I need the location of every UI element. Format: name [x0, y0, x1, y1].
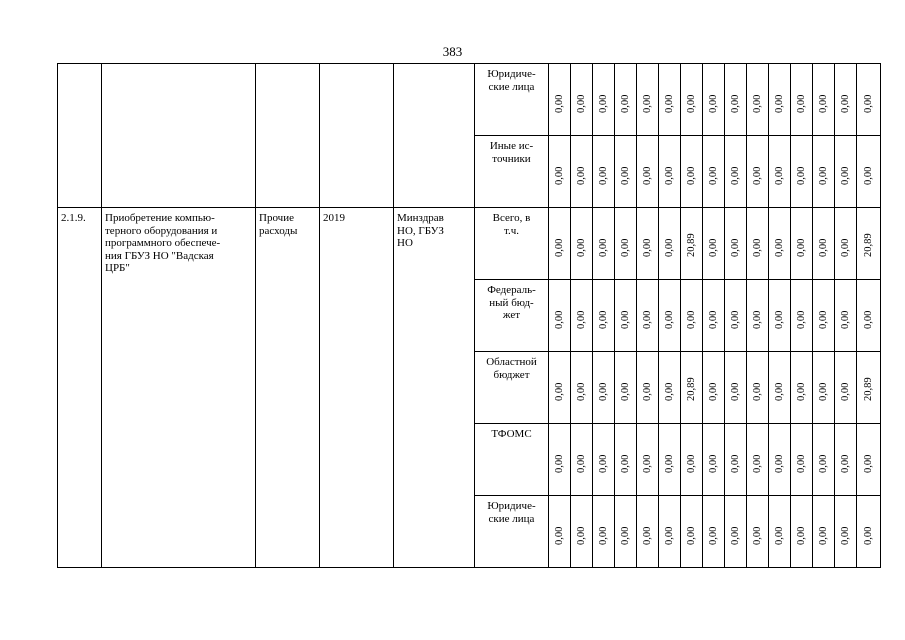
- value-text: 0,00: [685, 166, 697, 185]
- source-cell: [475, 424, 549, 496]
- value-cell: [813, 64, 835, 136]
- source-label: Юридиче- ские лица: [487, 68, 536, 93]
- value-text: 0,00: [707, 310, 719, 329]
- value-text: 0,00: [553, 454, 565, 473]
- value-text: 20,89: [685, 376, 697, 401]
- value-text: 0,00: [553, 382, 565, 401]
- value-cell: [747, 496, 769, 568]
- source-cell: [475, 136, 549, 208]
- value-cell: [791, 136, 813, 208]
- value-text: 0,00: [619, 94, 631, 113]
- source-cell: [475, 280, 549, 352]
- value-text: 0,00: [795, 526, 807, 545]
- value-text: 0,00: [663, 454, 675, 473]
- value-cell: [637, 496, 659, 568]
- value-cell: [703, 64, 725, 136]
- value-text: 0,00: [817, 526, 829, 545]
- value-cell: [769, 208, 791, 280]
- value-cell: [703, 424, 725, 496]
- value-text: 0,00: [641, 382, 653, 401]
- value-cell: [571, 208, 593, 280]
- value-cell: [835, 496, 857, 568]
- budget-table: [57, 63, 881, 568]
- value-text: 0,00: [597, 454, 609, 473]
- value-cell: [659, 64, 681, 136]
- value-text: 0,00: [862, 166, 874, 185]
- table-row: [58, 64, 881, 136]
- value-cell: [769, 64, 791, 136]
- value-text: 0,00: [619, 310, 631, 329]
- value-text: 20,89: [862, 376, 874, 401]
- value-cell: [703, 208, 725, 280]
- value-text: 0,00: [773, 310, 785, 329]
- value-text: 0,00: [707, 94, 719, 113]
- table-row: [58, 208, 881, 280]
- value-cell: [681, 496, 703, 568]
- value-text: 0,00: [597, 238, 609, 257]
- value-text: 0,00: [553, 526, 565, 545]
- value-cell: [813, 136, 835, 208]
- item-number-cell: [58, 208, 102, 568]
- value-cell: [857, 64, 881, 136]
- value-text: 0,00: [663, 94, 675, 113]
- value-text: 0,00: [597, 94, 609, 113]
- value-text: 0,00: [862, 454, 874, 473]
- value-text: 0,00: [751, 454, 763, 473]
- value-text: 0,00: [817, 166, 829, 185]
- value-cell: [637, 208, 659, 280]
- value-text: 0,00: [553, 310, 565, 329]
- source-cell: [475, 496, 549, 568]
- executor-cell: [394, 208, 475, 568]
- executor-cell: [394, 64, 475, 208]
- value-cell: [637, 64, 659, 136]
- value-text: 0,00: [795, 310, 807, 329]
- value-cell: [549, 424, 571, 496]
- value-cell: [703, 136, 725, 208]
- value-cell: [593, 280, 615, 352]
- value-text: 0,00: [663, 310, 675, 329]
- value-cell: [593, 208, 615, 280]
- value-cell: [725, 280, 747, 352]
- value-text: 0,00: [729, 166, 741, 185]
- value-text: 0,00: [641, 310, 653, 329]
- value-text: 0,00: [553, 166, 565, 185]
- item-year: 2019: [323, 212, 345, 224]
- value-cell: [725, 496, 747, 568]
- value-text: 0,00: [685, 94, 697, 113]
- value-text: 0,00: [575, 526, 587, 545]
- value-text: 0,00: [795, 238, 807, 257]
- value-cell: [571, 136, 593, 208]
- value-cell: [615, 352, 637, 424]
- value-text: 0,00: [729, 94, 741, 113]
- value-text: 0,00: [663, 166, 675, 185]
- value-cell: [835, 136, 857, 208]
- value-text: 0,00: [817, 382, 829, 401]
- value-cell: [725, 64, 747, 136]
- value-text: 0,00: [729, 526, 741, 545]
- value-cell: [835, 208, 857, 280]
- value-text: 0,00: [862, 526, 874, 545]
- value-cell: [857, 352, 881, 424]
- value-cell: [659, 280, 681, 352]
- item-name-cell: [102, 64, 256, 208]
- value-text: 0,00: [862, 310, 874, 329]
- value-cell: [703, 352, 725, 424]
- value-text: 20,89: [862, 232, 874, 257]
- value-cell: [791, 208, 813, 280]
- value-cell: [747, 64, 769, 136]
- value-text: 0,00: [773, 382, 785, 401]
- value-cell: [813, 496, 835, 568]
- value-text: 0,00: [795, 94, 807, 113]
- expense-type-cell: [256, 208, 320, 568]
- executor: Минздрав НО, ГБУЗ НО: [397, 212, 444, 249]
- value-text: 0,00: [707, 166, 719, 185]
- value-text: 0,00: [575, 94, 587, 113]
- value-text: 0,00: [597, 382, 609, 401]
- value-text: 0,00: [663, 238, 675, 257]
- value-text: 0,00: [663, 526, 675, 545]
- value-text: 0,00: [597, 310, 609, 329]
- value-text: 0,00: [795, 454, 807, 473]
- value-text: 0,00: [773, 238, 785, 257]
- value-cell: [615, 280, 637, 352]
- value-cell: [769, 496, 791, 568]
- item-year-cell: [320, 208, 394, 568]
- value-text: 0,00: [575, 238, 587, 257]
- source-label: Федераль- ный бюд- жет: [487, 284, 536, 321]
- value-cell: [615, 424, 637, 496]
- value-cell: [593, 496, 615, 568]
- value-text: 0,00: [817, 238, 829, 257]
- value-cell: [725, 352, 747, 424]
- source-cell: [475, 64, 549, 136]
- value-cell: [791, 352, 813, 424]
- value-text: 0,00: [641, 166, 653, 185]
- value-text: 0,00: [773, 454, 785, 473]
- value-text: 20,89: [685, 232, 697, 257]
- value-cell: [747, 280, 769, 352]
- value-cell: [747, 352, 769, 424]
- value-cell: [615, 208, 637, 280]
- value-cell: [725, 424, 747, 496]
- value-text: 0,00: [729, 310, 741, 329]
- value-text: 0,00: [575, 166, 587, 185]
- source-label: Иные ис- точники: [489, 140, 534, 165]
- value-cell: [835, 280, 857, 352]
- value-text: 0,00: [685, 454, 697, 473]
- value-text: 0,00: [707, 454, 719, 473]
- value-cell: [549, 280, 571, 352]
- value-cell: [615, 136, 637, 208]
- value-text: 0,00: [619, 454, 631, 473]
- value-cell: [769, 136, 791, 208]
- value-cell: [747, 208, 769, 280]
- value-cell: [791, 280, 813, 352]
- value-text: 0,00: [839, 454, 851, 473]
- value-cell: [681, 280, 703, 352]
- value-cell: [593, 64, 615, 136]
- value-cell: [791, 496, 813, 568]
- value-text: 0,00: [685, 310, 697, 329]
- value-text: 0,00: [641, 94, 653, 113]
- value-cell: [549, 208, 571, 280]
- expense-type: Прочие расходы: [259, 212, 298, 237]
- value-cell: [637, 352, 659, 424]
- value-cell: [681, 64, 703, 136]
- item-name: Приобретение компью- терного оборудования и программного обеспече- ния ГБУЗ НО "Вадская ЦРБ": [105, 212, 221, 274]
- value-text: 0,00: [751, 238, 763, 257]
- value-text: 0,00: [553, 94, 565, 113]
- value-text: 0,00: [619, 382, 631, 401]
- value-text: 0,00: [751, 526, 763, 545]
- value-text: 0,00: [597, 526, 609, 545]
- value-cell: [593, 424, 615, 496]
- value-text: 0,00: [575, 310, 587, 329]
- value-text: 0,00: [553, 238, 565, 257]
- value-text: 0,00: [729, 454, 741, 473]
- value-cell: [857, 424, 881, 496]
- value-text: 0,00: [751, 382, 763, 401]
- value-cell: [769, 280, 791, 352]
- value-cell: [593, 352, 615, 424]
- value-cell: [549, 64, 571, 136]
- value-cell: [637, 136, 659, 208]
- item-number: 2.1.9.: [61, 212, 86, 224]
- value-text: 0,00: [817, 94, 829, 113]
- value-cell: [659, 352, 681, 424]
- value-text: 0,00: [795, 166, 807, 185]
- value-cell: [571, 424, 593, 496]
- value-text: 0,00: [707, 526, 719, 545]
- value-cell: [791, 64, 813, 136]
- value-text: 0,00: [575, 454, 587, 473]
- value-cell: [857, 136, 881, 208]
- value-cell: [659, 496, 681, 568]
- value-cell: [769, 352, 791, 424]
- value-cell: [857, 280, 881, 352]
- source-cell: [475, 352, 549, 424]
- value-cell: [725, 208, 747, 280]
- expense-type-cell: [256, 64, 320, 208]
- value-cell: [813, 280, 835, 352]
- value-text: 0,00: [839, 166, 851, 185]
- value-text: 0,00: [839, 382, 851, 401]
- value-text: 0,00: [597, 166, 609, 185]
- value-cell: [725, 136, 747, 208]
- item-name-cell: [102, 208, 256, 568]
- source-label: ТФОМС: [491, 428, 532, 440]
- value-text: 0,00: [839, 310, 851, 329]
- value-cell: [681, 424, 703, 496]
- value-cell: [703, 496, 725, 568]
- source-cell: [475, 208, 549, 280]
- value-text: 0,00: [839, 238, 851, 257]
- value-cell: [791, 424, 813, 496]
- value-cell: [703, 280, 725, 352]
- value-cell: [571, 64, 593, 136]
- value-text: 0,00: [729, 238, 741, 257]
- value-cell: [593, 136, 615, 208]
- value-cell: [747, 136, 769, 208]
- value-cell: [813, 424, 835, 496]
- value-cell: [571, 352, 593, 424]
- value-text: 0,00: [817, 310, 829, 329]
- value-text: 0,00: [641, 238, 653, 257]
- value-cell: [681, 136, 703, 208]
- value-text: 0,00: [773, 94, 785, 113]
- value-text: 0,00: [862, 94, 874, 113]
- item-number-cell: [58, 64, 102, 208]
- page-number: 383: [442, 44, 463, 59]
- value-cell: [857, 208, 881, 280]
- value-cell: [813, 208, 835, 280]
- value-cell: [615, 496, 637, 568]
- value-cell: [549, 496, 571, 568]
- item-year-cell: [320, 64, 394, 208]
- value-text: 0,00: [773, 166, 785, 185]
- value-text: 0,00: [751, 310, 763, 329]
- value-cell: [681, 208, 703, 280]
- value-text: 0,00: [729, 382, 741, 401]
- value-text: 0,00: [663, 382, 675, 401]
- value-text: 0,00: [641, 454, 653, 473]
- value-cell: [769, 424, 791, 496]
- value-text: 0,00: [707, 238, 719, 257]
- value-text: 0,00: [685, 526, 697, 545]
- value-cell: [835, 424, 857, 496]
- value-cell: [681, 352, 703, 424]
- value-text: 0,00: [839, 526, 851, 545]
- value-cell: [659, 208, 681, 280]
- value-text: 0,00: [575, 382, 587, 401]
- value-cell: [615, 64, 637, 136]
- value-cell: [571, 280, 593, 352]
- value-cell: [835, 352, 857, 424]
- value-text: 0,00: [817, 454, 829, 473]
- value-cell: [659, 424, 681, 496]
- source-label: Областной бюджет: [486, 356, 537, 381]
- value-cell: [637, 280, 659, 352]
- value-cell: [549, 136, 571, 208]
- value-cell: [571, 496, 593, 568]
- value-cell: [747, 424, 769, 496]
- value-text: 0,00: [751, 94, 763, 113]
- value-cell: [637, 424, 659, 496]
- value-cell: [549, 352, 571, 424]
- value-text: 0,00: [619, 526, 631, 545]
- source-label: Юридиче- ские лица: [487, 500, 536, 525]
- value-text: 0,00: [839, 94, 851, 113]
- value-text: 0,00: [751, 166, 763, 185]
- value-cell: [813, 352, 835, 424]
- value-text: 0,00: [773, 526, 785, 545]
- value-text: 0,00: [707, 382, 719, 401]
- value-cell: [857, 496, 881, 568]
- value-text: 0,00: [641, 526, 653, 545]
- value-cell: [659, 136, 681, 208]
- value-text: 0,00: [795, 382, 807, 401]
- value-text: 0,00: [619, 238, 631, 257]
- source-label: Всего, в т.ч.: [492, 212, 531, 237]
- value-cell: [835, 64, 857, 136]
- value-text: 0,00: [619, 166, 631, 185]
